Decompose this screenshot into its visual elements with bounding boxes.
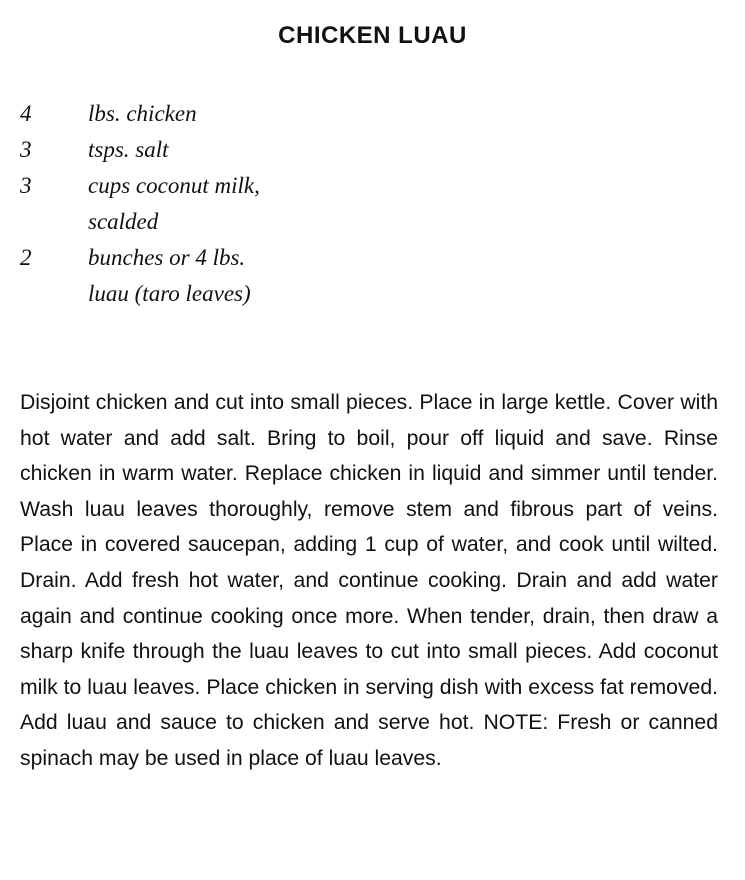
ingredient-item: [20, 132, 440, 168]
ingredient-quantity: 4: [20, 101, 32, 126]
ingredient-text: luau (taro leaves): [88, 281, 251, 306]
ingredient-description: [88, 168, 440, 240]
ingredient-item: [20, 96, 440, 132]
ingredient-text: tsps. salt: [88, 137, 169, 162]
ingredient-quantity: 3: [20, 137, 32, 162]
ingredient-description: [88, 96, 440, 132]
ingredient-text: bunches or 4 lbs.: [88, 245, 246, 270]
recipe-title: CHICKEN LUAU: [278, 22, 467, 49]
ingredient-quantity: 3: [20, 173, 32, 198]
ingredient-text: scalded: [88, 209, 159, 234]
ingredient-item: [20, 168, 440, 240]
recipe-directions: Disjoint chicken and cut into small pieces. Place in large kettle. Cover with hot water and add salt. Bring to boil, pour off liquid and save. Rinse chicken in warm water. Replace chicken in liquid and simmer until tender. Wash luau leaves thoroughly, remove stem and fibrous part of veins. Place in covered saucepan, adding 1 cup of water, and cook until wilted. Drain. Add fresh hot water, and continue cooking. Drain and add water again and continue cooking once more. When tender, drain, then draw a sharp knife through the luau leaves to cut into small pieces. Add coconut milk to luau leaves. Place chicken in serving dish with excess fat removed. Add luau and sauce to chicken and serve hot. NOTE: Fresh or canned spinach may be used in place of luau leaves.: [20, 391, 718, 770]
ingredient-description: [88, 240, 440, 312]
ingredient-list: [20, 96, 440, 312]
ingredient-quantity: 2: [20, 245, 32, 270]
ingredient-description: [88, 132, 440, 168]
ingredient-text: lbs. chicken: [88, 101, 197, 126]
ingredient-text: cups coconut milk,: [88, 173, 260, 198]
ingredient-item: [20, 240, 440, 312]
